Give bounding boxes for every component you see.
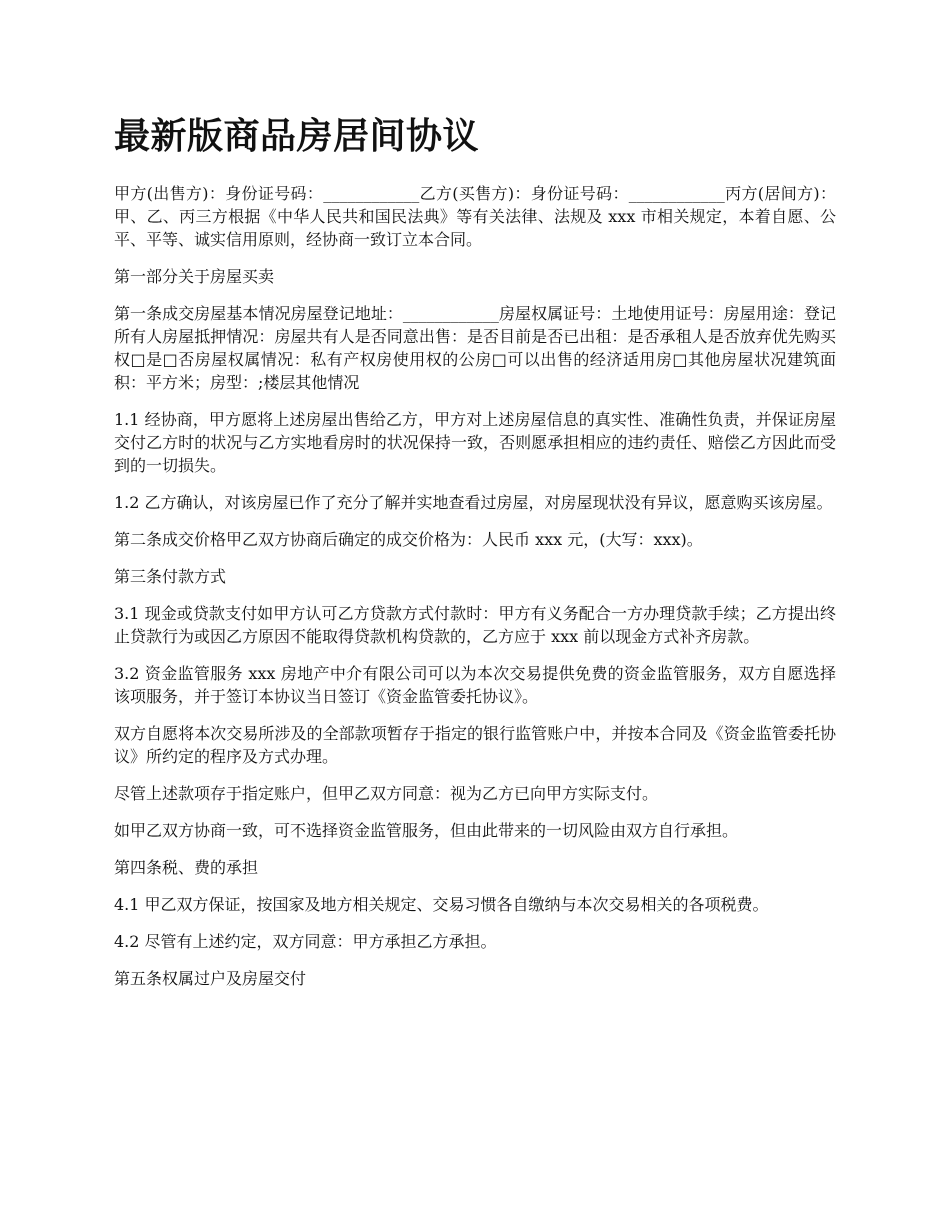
- document-title: 最新版商品房居间协议: [114, 115, 480, 157]
- article-1-paragraph: 第一条成交房屋基本情况房屋登记地址：____________房屋权属证号：土地使用证号：房屋用途：登记所有人房屋抵押情况：房屋共有人是否同意出售：是否目前是否已出租：是否承租人是否放弃优先购买权□是□否房屋权属情况：私有产权房使用权的公房□可以出售的经济适用房□其他房屋状况建筑面积：平方米；房型：;楼层其他情况: [114, 304, 836, 392]
- article-5-heading: 第五条权属过户及房屋交付: [114, 969, 307, 988]
- escrow-paragraph: 双方自愿将本次交易所涉及的全部款项暂存于指定的银行监管账户中，并按本合同及《资金监管委托协议》所约定的程序及方式办理。: [114, 724, 836, 766]
- document-page: [114, 110, 836, 1004]
- paragraph-intro: 甲方(出售方)：身份证号码：____________乙方(买售方)：身份证号码：____________丙方(居间方)：甲、乙、丙三方根据《中华人民共和国民法典》等有关法律、法规及 xxx 市相关规定，本着自愿、公平、平等、诚实信用原则，经协商一致订立本合同。: [114, 184, 836, 249]
- payment-deemed-paragraph: 尽管上述款项存于指定账户，但甲乙双方同意：视为乙方已向甲方实际支付。: [114, 784, 659, 803]
- clause-4-2: 4.2 尽管有上述约定，双方同意：甲方承担乙方承担。: [114, 932, 497, 951]
- clause-1-2: 1.2 乙方确认，对该房屋已作了充分了解并实地查看过房屋，对房屋现状没有异议，愿意购买该房屋。: [114, 493, 833, 512]
- clause-4-1: 4.1 甲乙双方保证，按国家及地方相关规定、交易习惯各自缴纳与本次交易相关的各项税费。: [114, 895, 769, 914]
- clause-3-1: 3.1 现金或贷款支付如甲方认可乙方贷款方式付款时：甲方有义务配合一方办理贷款手续；乙方提出终止贷款行为或因乙方原因不能取得贷款机构贷款的，乙方应于 xxx 前以现金方式补齐房款。: [114, 604, 836, 646]
- article-3-heading: 第三条付款方式: [114, 567, 227, 586]
- risk-paragraph: 如甲乙双方协商一致，可不选择资金监管服务，但由此带来的一切风险由双方自行承担。: [114, 821, 739, 840]
- clause-3-2: 3.2 资金监管服务 xxx 房地产中介有限公司可以为本次交易提供免费的资金监管服务，双方自愿选择该项服务，并于签订本协议当日签订《资金监管委托协议》。: [114, 664, 836, 706]
- article-2-paragraph: 第二条成交价格甲乙双方协商后确定的成交价格为：人民币 xxx 元，(大写：xxx)。: [114, 530, 703, 549]
- clause-1-1: 1.1 经协商，甲方愿将上述房屋出售给乙方，甲方对上述房屋信息的真实性、准确性负责，并保证房屋交付乙方时的状况与乙方实地看房时的状况保持一致，否则愿承担相应的违约责任、赔偿乙方因此而受到的一切损失。: [114, 410, 836, 475]
- section-heading-part-one: 第一部分关于房屋买卖: [114, 267, 275, 286]
- article-4-heading: 第四条税、费的承担: [114, 858, 259, 877]
